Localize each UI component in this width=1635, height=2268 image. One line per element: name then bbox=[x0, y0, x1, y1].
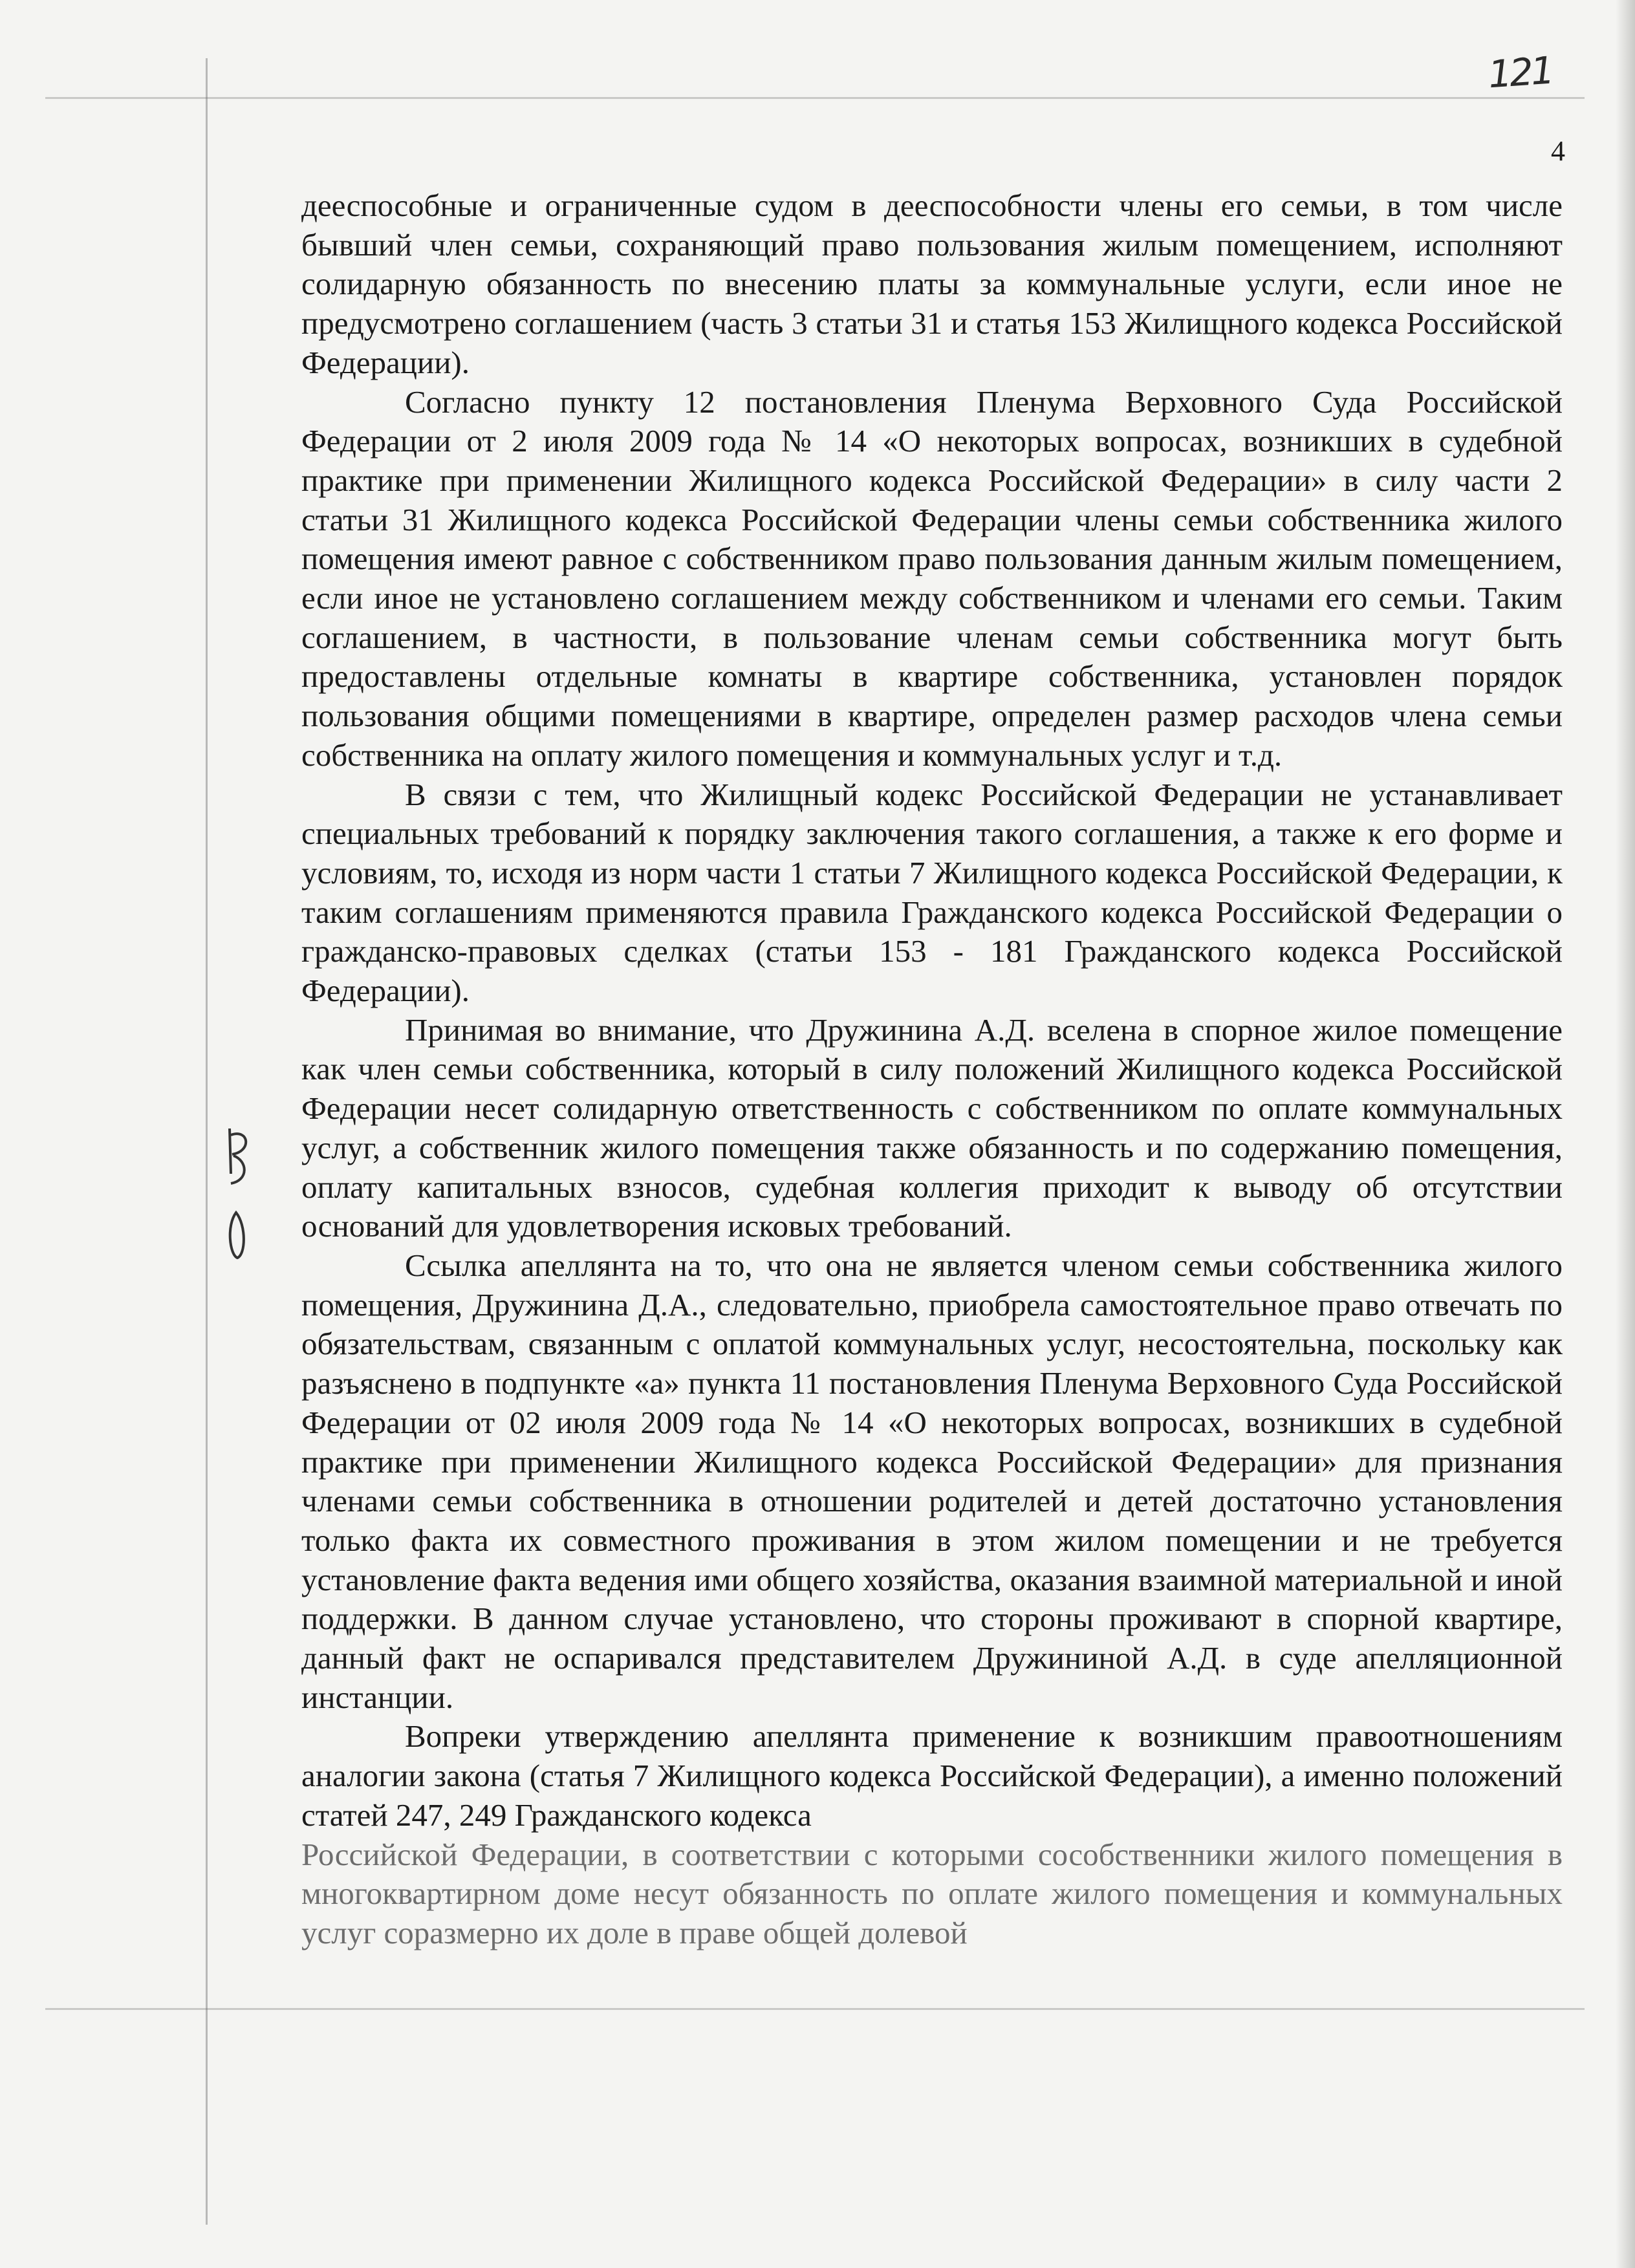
scan-page-edge bbox=[1616, 0, 1635, 2268]
scan-artifact-left-line bbox=[206, 58, 208, 2225]
scan-artifact-top-line bbox=[45, 97, 1585, 99]
document-body bbox=[301, 186, 1563, 1953]
handwritten-margin-mark-icon bbox=[217, 1116, 262, 1271]
page-number: 4 bbox=[1551, 135, 1565, 167]
paragraph: дееспособные и ограниченные судом в дееспособности члены его семьи, в том числе бывший член семьи, сохраняющий право пользования жилым помещением, исполняют солидарную обязанность по внесению платы за коммунальные услуги, если иное не предусмотрено соглашением (часть 3 статьи 31 и статья 153 Жилищного кодекса Российской Федерации). bbox=[301, 188, 1563, 380]
paragraph: Вопреки утверждению апеллянта применение к возникшим правоотношениям аналогии закона (статья 7 Жилищного кодекса Российской Федерации), а именно положений статей 247, 249 Гражданского кодекса bbox=[301, 1718, 1563, 1833]
paragraph: В связи с тем, что Жилищный кодекс Российской Федерации не устанавливает специальных требований к порядку заключения такого соглашения, а также к его форме и условиям, то, исходя из норм части 1 статьи 7 Жилищного кодекса Российской Федерации, к таким соглашениям применяются правила Гражданского кодекса Российской Федерации о гражданско-правовых сделках (статьи 153 - 181 Гражданского кодекса Российской Федерации). bbox=[301, 776, 1563, 1009]
paragraph: Принимая во внимание, что Дружинина А.Д. вселена в спорное жилое помещение как член семьи собственника, который в силу положений Жилищного кодекса Российской Федерации несет солидарную ответственность с собственником по оплате коммунальных услуг, а собственник жилого помещения также обязанность и по содержанию помещения, оплату капитальных взносов, судебная коллегия приходит к выводу об отсутствии оснований для удовлетворения исковых требований. bbox=[301, 1011, 1563, 1244]
paragraph: Согласно пункту 12 постановления Пленума Верховного Суда Российской Федерации от 2 июля 2009 года № 14 «О некоторых вопросах, возникших в судебной практике при применении Жилищного кодекса Российской Федерации» в силу части 2 статьи 31 Жилищного кодекса Российской Федерации члены семьи собственника жилого помещения имеют равное с собственником право пользования данным жилым помещением, если иное не установлено соглашением между собственником и членами его семьи. Таким соглашением, в частности, в пользование членам семьи собственника могут быть предоставлены отдельные комнаты в квартире собственника, установлен порядок пользования общими помещениями в квартире, определен размер расходов члена семьи собственника на оплату жилого помещения и коммунальных услуг и т.д. bbox=[301, 383, 1563, 773]
paragraph-faded-continuation: Российской Федерации, в соответствии с которыми сособственники жилого помещения в многоквартирном доме несут обязанность по оплате жилого помещения и коммунальных услуг соразмерно их доле в праве общей долевой bbox=[301, 1836, 1563, 1950]
scan-artifact-bottom-line bbox=[45, 2008, 1585, 2010]
paragraph: Ссылка апеллянта на то, что она не является членом семьи собственника жилого помещения, Дружинина Д.А., следовательно, приобрела самостоятельное право отвечать по обязательствам, связанным с оплатой коммунальных услуг, несостоятельна, поскольку как разъяснено в подпункте «а» пункта 11 постановления Пленума Верховного Суда Российской Федерации от 02 июля 2009 года № 14 «О некоторых вопросах, возникших в судебной практике при применении Жилищного кодекса Российской Федерации» для признания членами семьи собственника в отношении родителей и детей достаточно установления только факта их совместного проживания в этом жилом помещении и не требуется установление факта ведения ими общего хозяйства, оказания взаимной материальной и иной поддержки. В данном случае установлено, что стороны проживают в спорной квартире, данный факт не оспаривался представителем Дружининой А.Д. в суде апелляционной инстанции. bbox=[301, 1247, 1563, 1715]
archive-sheet-number: 121 bbox=[1487, 48, 1554, 97]
